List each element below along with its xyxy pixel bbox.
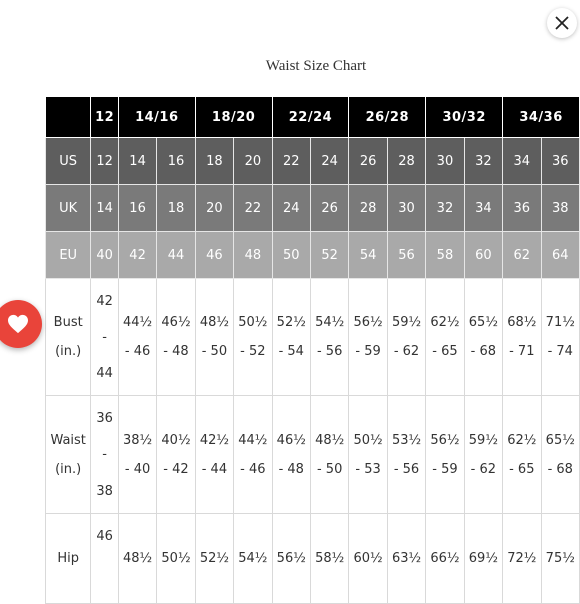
bust-range-end: - 52 [240, 344, 266, 359]
hip-range-cell [272, 514, 310, 604]
us-size-cell: 22 [272, 138, 310, 185]
bust-label-text: Bust [53, 315, 83, 330]
waist-range-cell [272, 396, 310, 514]
us-size-cell: 24 [310, 138, 348, 185]
bust-range-start: 65½ [468, 315, 498, 330]
hip-range-cell [195, 514, 233, 604]
bust-range-cell [195, 279, 233, 396]
hip-range-start: 52½ [199, 551, 229, 566]
waist-range-end: - 68 [547, 461, 573, 477]
uk-row [46, 185, 580, 232]
uk-label: UK [46, 185, 91, 232]
waist-range-cell [195, 396, 233, 514]
hip-first-cell [91, 514, 118, 604]
waist-range-cell [426, 396, 464, 514]
hip-range-start: 50½ [161, 551, 191, 566]
waist-range-start: 59½ [468, 432, 498, 448]
waist-range-end: - 65 [509, 461, 535, 477]
waist-range-cell [464, 396, 502, 514]
hip-row [46, 514, 580, 604]
hip-range-start: 72½ [507, 551, 537, 566]
waist-range-start: 40½ [161, 432, 191, 448]
waist-first-value: - [102, 447, 107, 462]
eu-size-cell: 62 [503, 232, 541, 279]
waist-unit: (in.) [55, 461, 82, 477]
waist-range-start: 56½ [430, 432, 460, 448]
heart-icon [7, 314, 29, 334]
waist-range-start: 50½ [353, 432, 383, 448]
us-size-cell: 28 [387, 138, 425, 185]
hip-range-start: 63½ [391, 551, 422, 566]
us-size-cell: 14 [118, 138, 156, 185]
uk-size-cell: 22 [234, 185, 272, 232]
uk-size-cell: 32 [426, 185, 464, 232]
size-group-header: 18/20 [195, 97, 272, 138]
waist-range-start: 53½ [391, 432, 422, 448]
size-group-header: 14/16 [118, 97, 195, 138]
uk-size-cell: 38 [541, 185, 580, 232]
waist-range-end: - 40 [124, 461, 151, 477]
hip-range-start: 75½ [545, 551, 575, 566]
waist-range-cell [541, 396, 580, 514]
bust-range-end: - 46 [124, 344, 151, 359]
eu-size-cell: 48 [234, 232, 272, 279]
bust-range-end: - 56 [316, 344, 343, 359]
bust-first-cell [91, 279, 118, 396]
bust-range-cell [118, 279, 156, 396]
bust-range-start: 44½ [122, 315, 153, 330]
bust-range-end: - 62 [393, 344, 420, 359]
eu-size-cell: 52 [310, 232, 348, 279]
uk-size-cell: 24 [272, 185, 310, 232]
bust-range-start: 54½ [315, 315, 345, 330]
hip-label-text: Hip [57, 551, 79, 566]
eu-size-cell: 40 [91, 232, 118, 279]
hip-first-value: 46 [96, 528, 113, 544]
uk-size-cell: 34 [464, 185, 502, 232]
waist-range-end: - 59 [432, 461, 458, 477]
bust-range-cell [310, 279, 348, 396]
uk-size-cell: 20 [195, 185, 233, 232]
bust-range-end: - 68 [470, 344, 497, 359]
us-row [46, 138, 580, 185]
waist-range-start: 38½ [122, 432, 153, 448]
hip-label [46, 514, 91, 604]
eu-row [46, 232, 580, 279]
hip-range-cell [541, 514, 580, 604]
waist-range-end: - 56 [393, 461, 420, 477]
size-group-header: 26/28 [349, 97, 426, 138]
uk-size-cell: 16 [118, 185, 156, 232]
size-group-header: 22/24 [272, 97, 349, 138]
bust-label [46, 279, 91, 396]
waist-range-cell [310, 396, 348, 514]
bust-range-end: - 59 [355, 344, 381, 359]
waist-range-cell [234, 396, 272, 514]
hip-range-cell [118, 514, 156, 604]
eu-size-cell: 50 [272, 232, 310, 279]
waist-row [46, 396, 580, 514]
us-size-cell: 30 [426, 138, 464, 185]
hip-range-start: 58½ [315, 551, 345, 566]
favorite-button[interactable] [0, 300, 42, 348]
bust-range-end: - 50 [201, 344, 228, 359]
bust-range-start: 62½ [430, 315, 460, 330]
bust-range-cell [272, 279, 310, 396]
uk-size-cell: 26 [310, 185, 348, 232]
hip-range-cell [387, 514, 425, 604]
bust-range-start: 50½ [238, 315, 268, 330]
bust-range-end: - 65 [432, 344, 458, 359]
eu-size-cell: 54 [349, 232, 387, 279]
waist-first-value: 38 [96, 483, 113, 499]
hip-range-cell [310, 514, 348, 604]
bust-range-cell [503, 279, 541, 396]
waist-range-cell [387, 396, 425, 514]
us-label: US [46, 138, 91, 185]
uk-size-cell: 36 [503, 185, 541, 232]
bust-range-start: 59½ [391, 315, 422, 330]
waist-label [46, 396, 91, 514]
close-button[interactable] [547, 8, 577, 38]
waist-range-cell [157, 396, 195, 514]
eu-size-cell: 64 [541, 232, 580, 279]
bust-range-end: - 48 [163, 344, 189, 359]
size-group-header: 12 [91, 97, 118, 138]
bust-range-start: 71½ [545, 315, 575, 330]
waist-first-value: 36 [96, 410, 113, 426]
bust-range-cell [157, 279, 195, 396]
size-group-header: 30/32 [426, 97, 503, 138]
waist-range-end: - 62 [470, 461, 497, 477]
bust-range-cell [541, 279, 580, 396]
waist-range-start: 46½ [276, 432, 306, 448]
us-size-cell: 20 [234, 138, 272, 185]
bust-range-cell [349, 279, 387, 396]
us-size-cell: 32 [464, 138, 502, 185]
bust-range-end: - 74 [547, 344, 573, 359]
bust-first-value: 44 [96, 365, 113, 381]
bust-range-cell [426, 279, 464, 396]
hip-range-start: 66½ [430, 551, 460, 566]
hip-range-start: 69½ [468, 551, 498, 566]
eu-size-cell: 42 [118, 232, 156, 279]
waist-range-start: 65½ [545, 432, 575, 448]
size-group-header: 34/36 [503, 97, 580, 138]
waist-range-start: 62½ [507, 432, 537, 448]
bust-range-end: - 71 [509, 344, 535, 359]
size-chart-table [45, 96, 580, 604]
bust-range-start: 68½ [507, 315, 537, 330]
waist-range-start: 42½ [199, 432, 229, 448]
hip-range-start: 54½ [238, 551, 268, 566]
eu-size-cell: 44 [157, 232, 195, 279]
bust-range-cell [387, 279, 425, 396]
header-corner [46, 97, 91, 138]
bust-range-start: 52½ [276, 315, 306, 330]
hip-range-start: 48½ [122, 551, 153, 566]
bust-range-cell [234, 279, 272, 396]
close-icon [555, 16, 569, 30]
waist-range-end: - 48 [278, 461, 304, 477]
waist-range-start: 48½ [315, 432, 345, 448]
waist-range-end: - 46 [240, 461, 266, 477]
eu-label: EU [46, 232, 91, 279]
waist-range-cell [503, 396, 541, 514]
waist-range-end: - 53 [355, 461, 381, 477]
eu-size-cell: 56 [387, 232, 425, 279]
waist-first-cell [91, 396, 118, 514]
hip-range-cell [426, 514, 464, 604]
hip-range-start: 56½ [276, 551, 306, 566]
waist-range-start: 44½ [238, 432, 268, 448]
uk-size-cell: 14 [91, 185, 118, 232]
chart-title: Waist Size Chart [265, 58, 367, 74]
waist-range-end: - 44 [201, 461, 228, 477]
hip-range-cell [349, 514, 387, 604]
us-size-cell: 34 [503, 138, 541, 185]
bust-range-start: 48½ [199, 315, 229, 330]
waist-range-end: - 42 [163, 461, 189, 477]
hip-range-start: 60½ [353, 551, 383, 566]
bust-unit: (in.) [55, 344, 82, 359]
waist-range-cell [349, 396, 387, 514]
eu-size-cell: 58 [426, 232, 464, 279]
uk-size-cell: 30 [387, 185, 425, 232]
bust-first-value: 42 [96, 293, 113, 309]
hip-range-cell [464, 514, 502, 604]
us-size-cell: 18 [195, 138, 233, 185]
bust-range-start: 56½ [353, 315, 383, 330]
waist-label-text: Waist [50, 432, 86, 448]
bust-range-start: 46½ [161, 315, 191, 330]
uk-size-cell: 28 [349, 185, 387, 232]
eu-size-cell: 46 [195, 232, 233, 279]
us-size-cell: 16 [157, 138, 195, 185]
eu-size-cell: 60 [464, 232, 502, 279]
waist-range-end: - 50 [316, 461, 343, 477]
waist-range-cell [118, 396, 156, 514]
hip-range-cell [234, 514, 272, 604]
bust-first-value: - [102, 329, 107, 345]
uk-size-cell: 18 [157, 185, 195, 232]
bust-row [46, 279, 580, 396]
us-size-cell: 12 [91, 138, 118, 185]
us-size-cell: 26 [349, 138, 387, 185]
bust-range-end: - 54 [278, 344, 304, 359]
us-size-cell: 36 [541, 138, 580, 185]
hip-range-cell [157, 514, 195, 604]
bust-range-cell [464, 279, 502, 396]
hip-range-cell [503, 514, 541, 604]
